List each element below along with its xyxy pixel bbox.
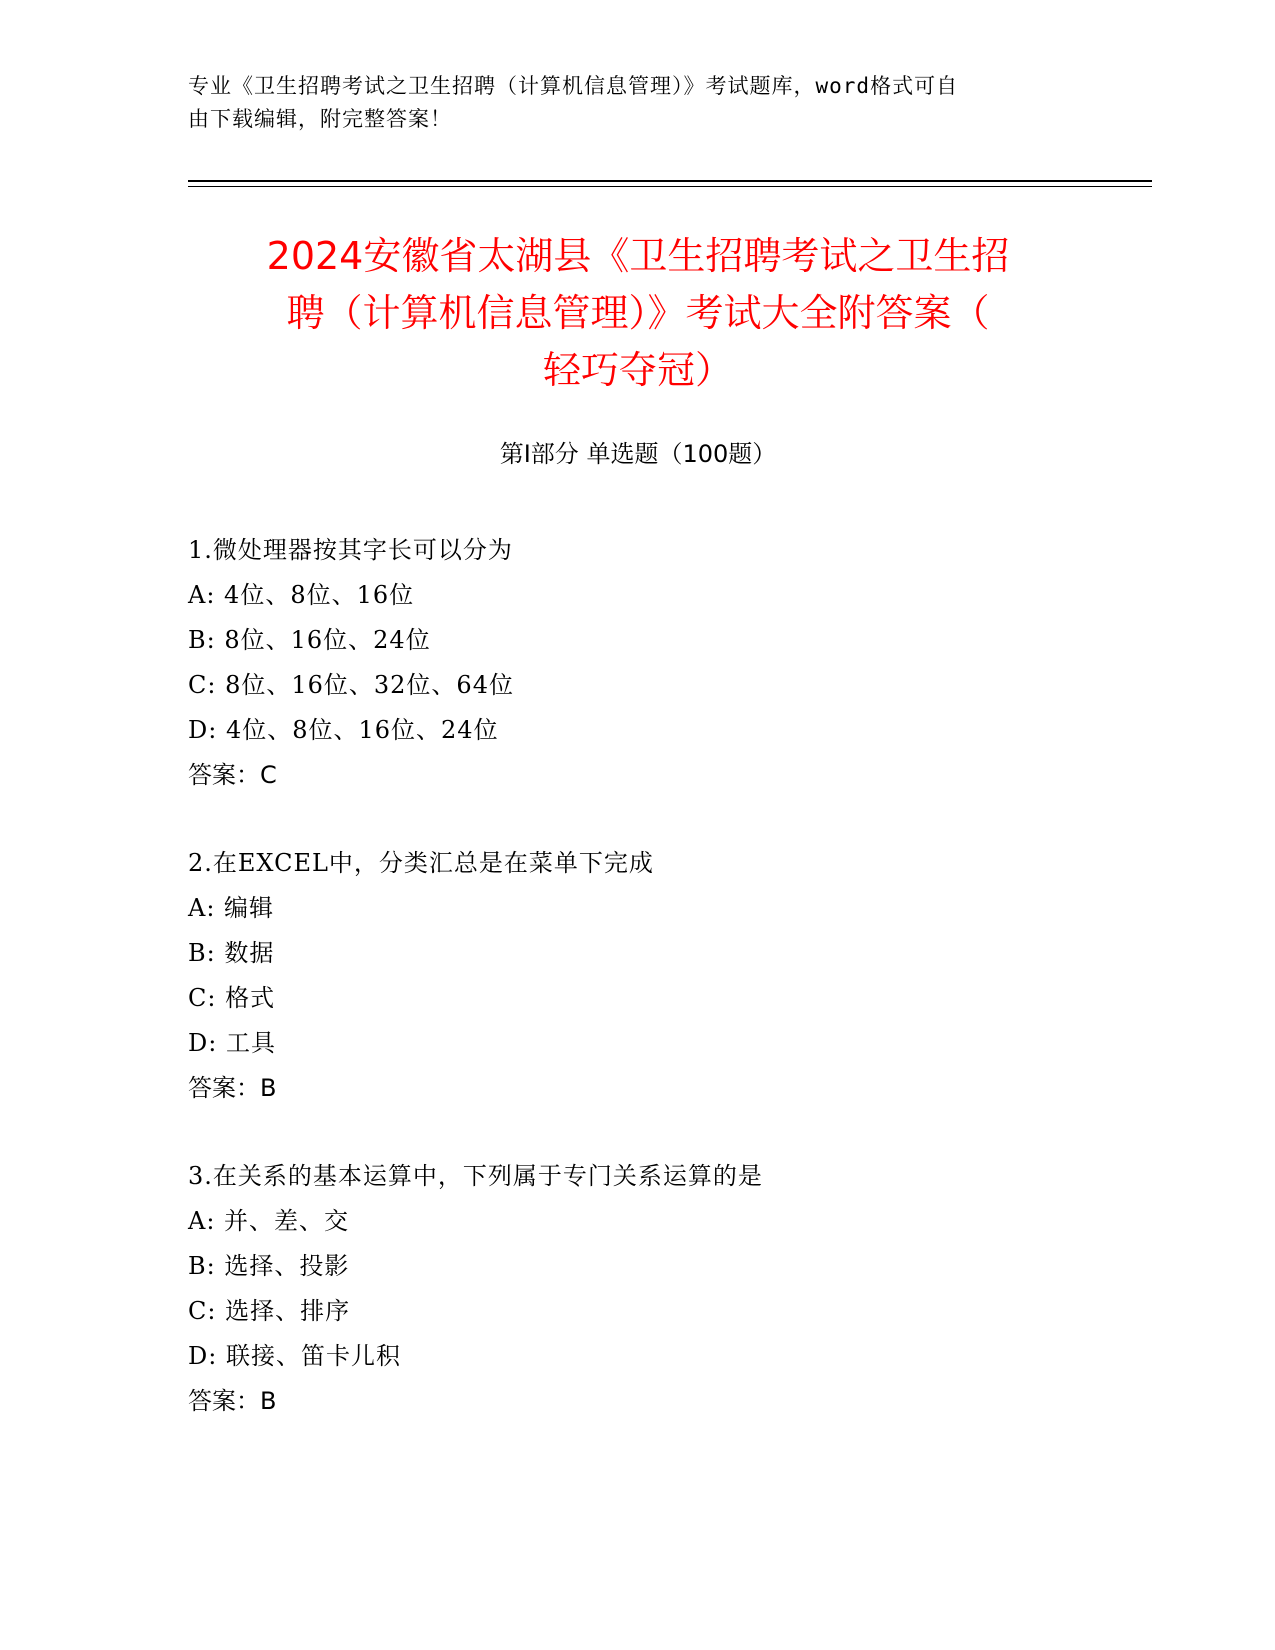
answer: 答案：C <box>188 761 277 789</box>
option-a: A: 编辑 <box>188 894 275 922</box>
document-title <box>188 228 1088 399</box>
header-note-line-1: 专业《卫生招聘考试之卫生招聘（计算机信息管理）》考试题库，word格式可自 <box>188 74 959 98</box>
answer: 答案：B <box>188 1074 277 1102</box>
question-1 <box>188 528 1088 798</box>
question-stem: 3.在关系的基本运算中，下列属于专门关系运算的是 <box>188 1162 763 1190</box>
option-d: D: 工具 <box>188 1029 276 1057</box>
title-line-3: 轻巧夺冠） <box>542 348 733 392</box>
option-b: B: 数据 <box>188 939 275 967</box>
option-b: B: 8位、16位、24位 <box>188 626 431 654</box>
title-line-2: 聘（计算机信息管理）》考试大全附答案（ <box>286 291 990 335</box>
answer: 答案：B <box>188 1387 277 1415</box>
option-a: A: 4位、8位、16位 <box>188 581 415 609</box>
option-c: C: 选择、排序 <box>188 1297 351 1325</box>
header-divider-thin <box>188 186 1152 187</box>
option-d: D: 联接、笛卡儿积 <box>188 1342 401 1370</box>
header-note <box>188 70 1078 136</box>
question-3 <box>188 1154 1088 1424</box>
header-divider-thick <box>188 180 1152 182</box>
title-line-1: 2024安徽省太湖县《卫生招聘考试之卫生招 <box>266 234 1010 278</box>
option-c: C: 8位、16位、32位、64位 <box>188 671 514 699</box>
section-heading: 第Ⅰ部分 单选题（100题） <box>499 440 777 468</box>
question-stem: 1.微处理器按其字长可以分为 <box>188 536 513 564</box>
option-d: D: 4位、8位、16位、24位 <box>188 716 499 744</box>
option-c: C: 格式 <box>188 984 276 1012</box>
option-b: B: 选择、投影 <box>188 1252 350 1280</box>
question-list <box>188 528 1088 1467</box>
option-a: A: 并、差、交 <box>188 1207 350 1235</box>
header-note-line-2: 由下载编辑，附完整答案！ <box>188 107 452 131</box>
question-2 <box>188 841 1088 1111</box>
question-stem: 2.在EXCEL中，分类汇总是在菜单下完成 <box>188 849 654 877</box>
